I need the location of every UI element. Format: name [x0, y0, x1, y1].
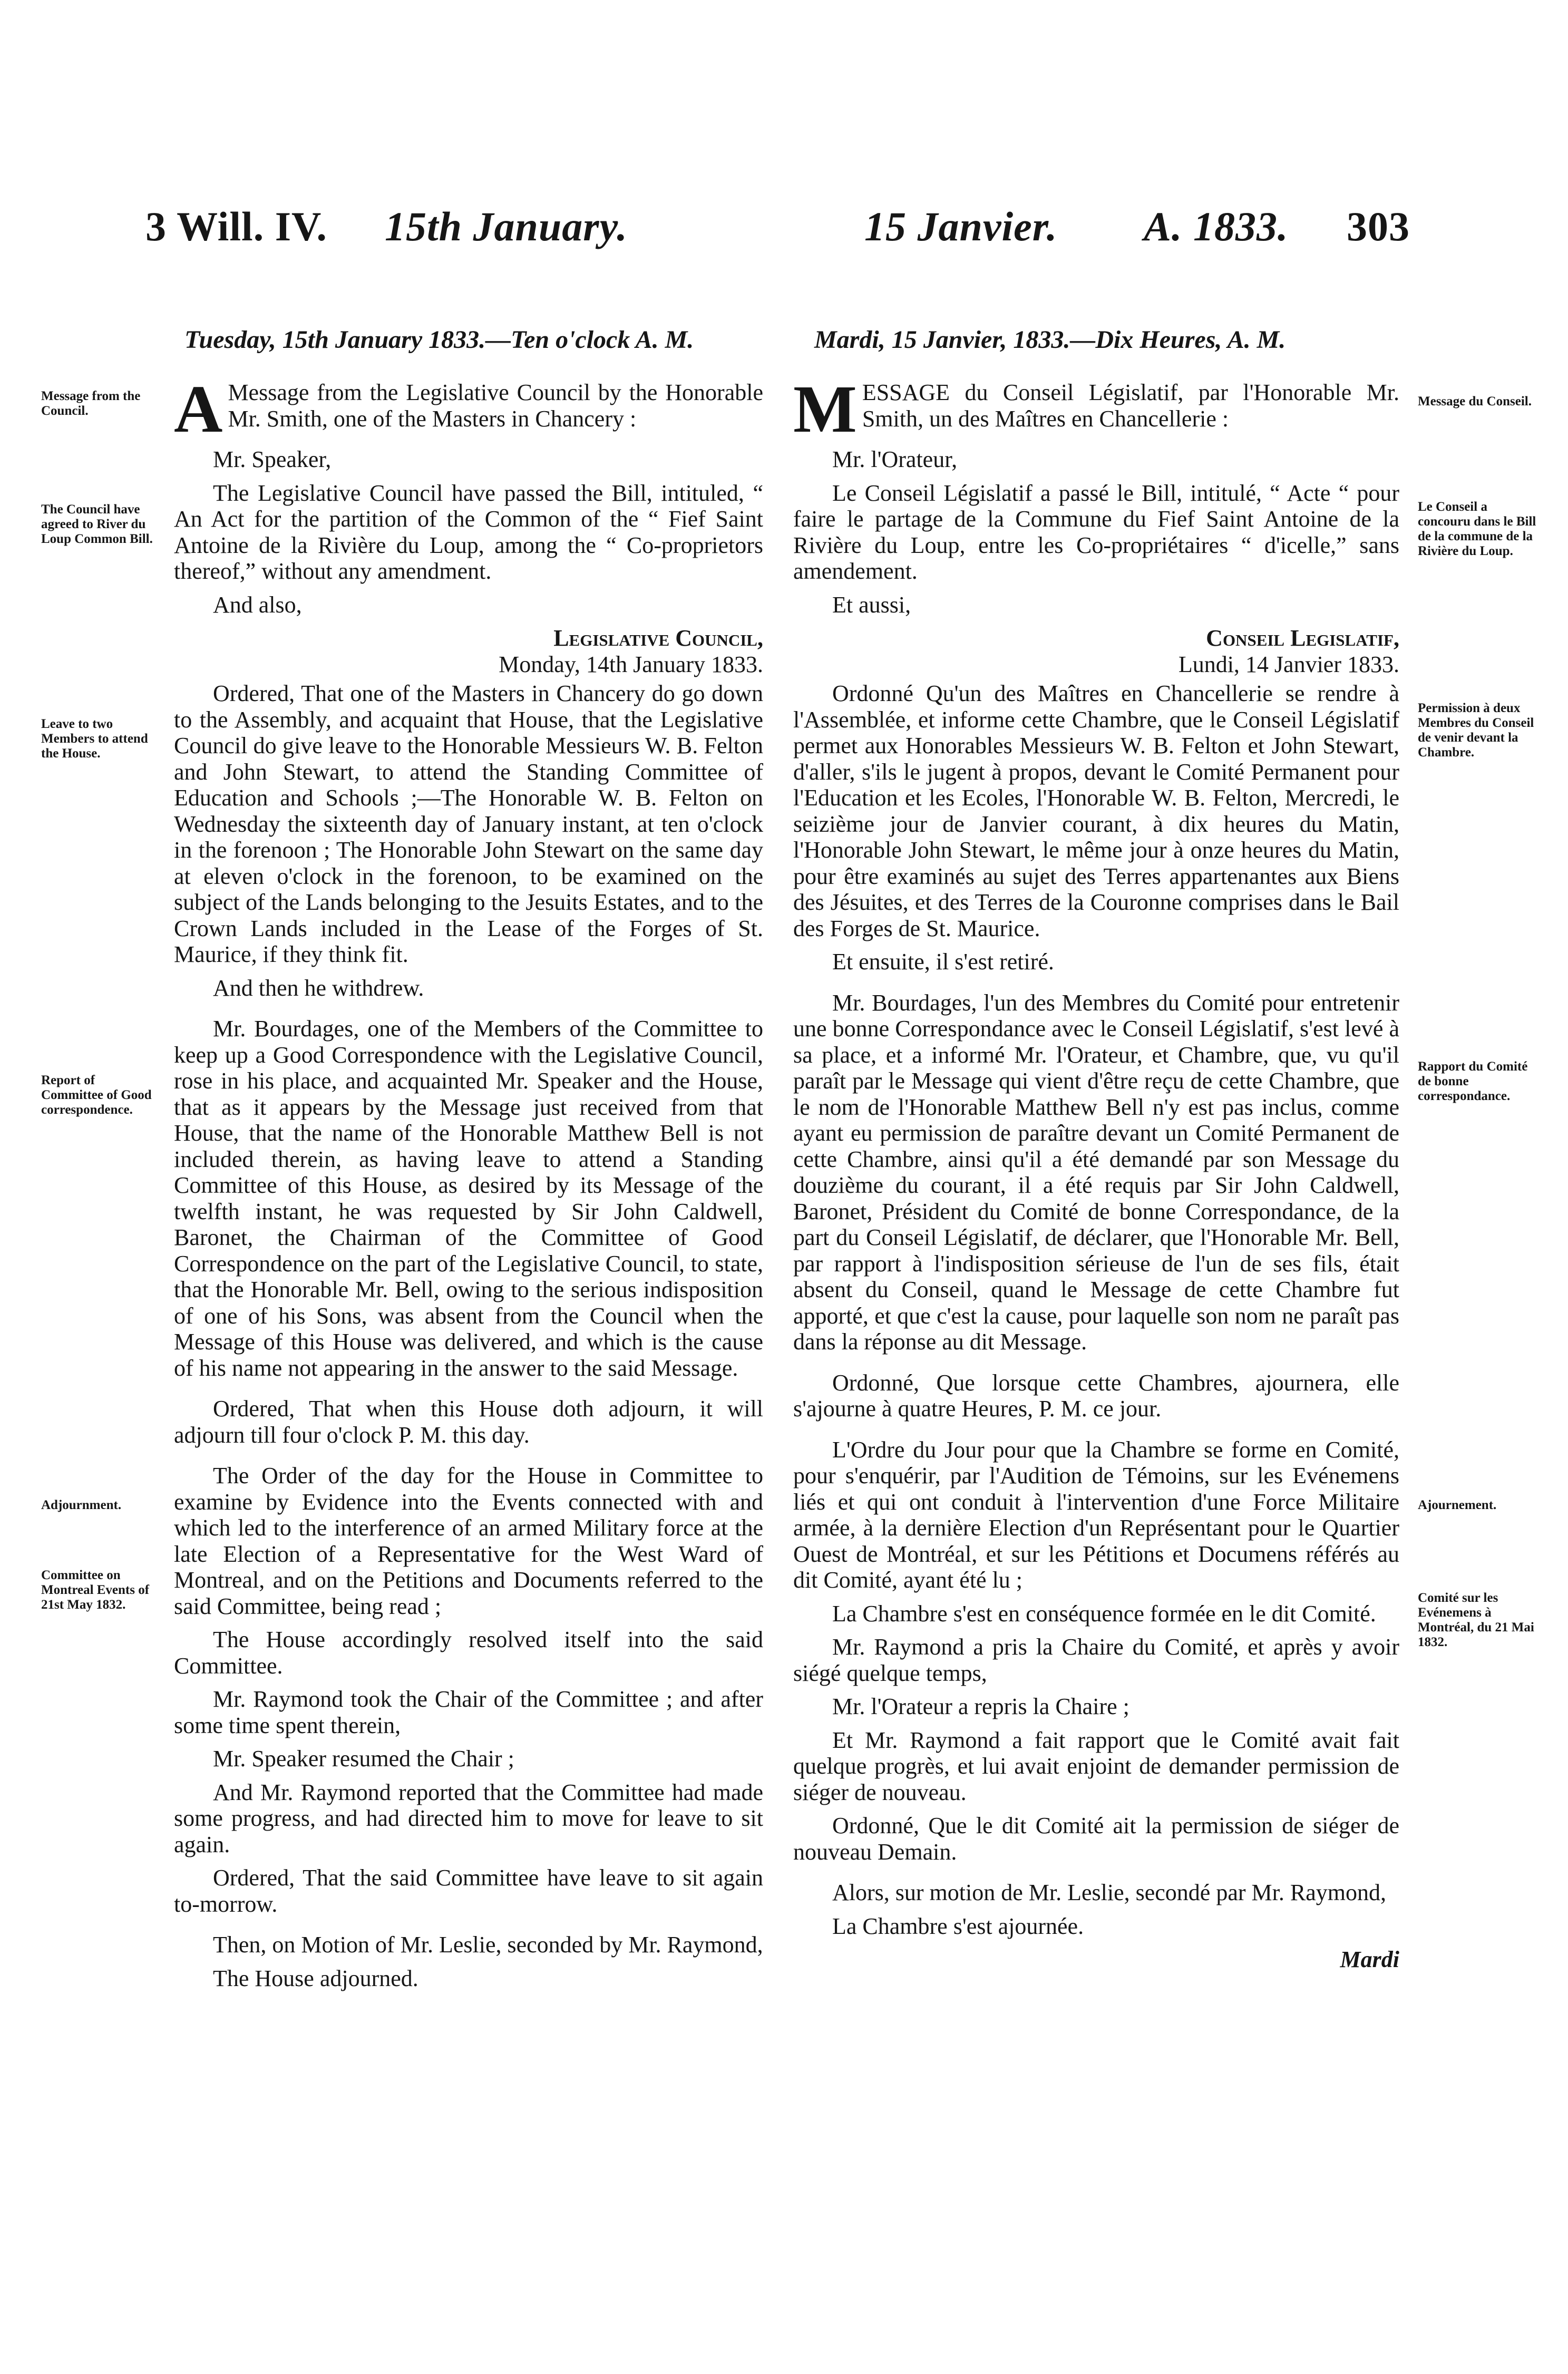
paragraph: Then, on Motion of Mr. Leslie, seconded by Mr. Raymond, — [213, 1932, 763, 1958]
paragraph: The Legislative Council have passed the Bill, intituled, “ An Act for the partition of the Common of the “ Fief Saint Antoine de la Rivière du Loup, among the “ Co-proprietors thereof,” without any amendment. — [174, 480, 763, 584]
margin-note-right: Message du Conseil. — [1418, 394, 1532, 408]
margin-note-left: Adjournment. — [41, 1498, 122, 1512]
paragraph: Mr. Raymond a pris la Chaire du Comité, et après y avoir siégé quelque temps, — [793, 1634, 1399, 1686]
paragraph: Mr. l'Orateur a repris la Chaire ; — [832, 1694, 1129, 1719]
margin-note-right: Comité sur les Evénemens à Montréal, du 21 Mai 1832. — [1418, 1591, 1534, 1649]
paragraph: La Chambre s'est ajournée. — [832, 1913, 1084, 1939]
margin-note-left: Report of Committee of Good correspondence. — [41, 1073, 152, 1117]
paragraph: Ordonné Qu'un des Maîtres en Chancellerie se rendre à l'Assemblée, et informe cette Chambre, que le Conseil Législatif permet aux Honorables Messieurs W. B. Felton et John Stewart, d'aller, s'ils le jugent à propos, devant le Comité Permanent pour l'Education et les Ecoles, l'Honorable W. B. Felton, Mercredi, le seizième jour de Janvier courant, à dix heures du Matin, l'Honorable John Stewart, le même jour à onze heures du Matin, pour être examinés au sujet des Terres appartenantes aux Biens des Jésuites, et des Terres de la Couronne comprises dans le Bail des Forges de St. Maurice. — [793, 680, 1399, 941]
paragraph: Ordonné, Que lorsque cette Chambres, ajournera, elle s'ajourne à quatre Heures, P. M. ce jour. — [793, 1369, 1399, 1422]
paragraph: Le Conseil Législatif a passé le Bill, intitulé, “ Acte “ pour faire le partage de la Commune du Fief Saint Antoine de la Rivière du Loup, entre les Co-propriétaires “ d'icelle,” sans amendement. — [793, 480, 1399, 584]
margin-note-right: Le Conseil a concouru dans le Bill de la commune de la Rivière du Loup. — [1418, 500, 1536, 558]
paragraph: A Message from the Legislative Council by the Honorable Mr. Smith, one of the Masters in Chancery : — [174, 372, 763, 446]
paragraph: Mr. Bourdages, one of the Members of the Committee to keep up a Good Correspondence with the Legislative Council, rose in his place, and acquainted Mr. Speaker and the House, that as it appears by the Message just received from that House, that the name of the Honorable Matthew Bell is not included therein, as having leave to attend a Standing Committee of this House, as desired by its Message of the twelfth instant, he was requested by Sir John Caldwell, Baronet, the Chairman of the Committee of Good Correspondence on the part of the Legislative Council, to state, that the Honorable Mr. Bell, owing to the serious indisposition of one of his Sons, was absent from the Council when the Message of this House was delivered, and which is the cause of his name not appearing in the answer to the said Message. — [174, 1016, 763, 1381]
paragraph: L'Ordre du Jour pour que la Chambre se forme en Comité, pour s'enquérir, par l'Audition de Témoins, sur les Evénemens liés et qui ont conduit à l'intervention d'une Force Militaire armée, à la dernière Election d'un Représentant pour le Quartier Ouest de Montréal, et sur les Pétitions et Documens référés au dit Comité, ayant été lu ; — [793, 1436, 1399, 1593]
paragraph: The House adjourned. — [213, 1965, 418, 1991]
paragraph: The House accordingly resolved itself into the said Committee. — [174, 1627, 763, 1679]
margin-note-left: Message from the Council. — [41, 389, 141, 418]
paragraph: Ordered, That when this House doth adjourn, it will adjourn till four o'clock P. M. this day. — [174, 1396, 763, 1448]
paragraph: Mr. Speaker, — [213, 446, 332, 472]
catchword: Mardi — [1340, 1947, 1399, 1972]
drop-cap: M — [793, 372, 857, 446]
paragraph: Et Mr. Raymond a fait rapport que le Comité avait fait quelque progrès, et lui avait enjoint de demander permission de siéger de nouveau. — [793, 1727, 1399, 1805]
header-year: A. 1833. — [1144, 203, 1289, 249]
paragraph: Et ensuite, il s'est retiré. — [832, 949, 1054, 975]
paragraph: And also, — [213, 591, 302, 618]
dateline-english: Tuesday, 15th January 1833.—Ten o'clock A. M. — [184, 326, 694, 354]
signature-date: Monday, 14th January 1833. — [499, 651, 763, 677]
paragraph: Mr. Bourdages, l'un des Membres du Comité pour entretenir une bonne Correspondance avec le Conseil Législatif, s'est levé à sa place, et a informé Mr. l'Orateur, et Chambre, que, vu qu'il paraît par le Message qui vient d'être reçu de cette Chambre, que le nom de l'Honorable Matthew Bell n'y est pas inclus, comme ayant eu permission de paraître devant un Comité Permanent de cette Chambre, ainsi qu'il a été demandé par son Message du douzième du courant, il a été requis par Sir John Caldwell, Baronet, Président du Comité de bonne Correspondance, de la part du Conseil Législatif, de déclarer, que l'Honorable Mr. Bell, par rapport à l'indisposition sérieuse de l'un de ses fils, était absent du Conseil, quand le Message de cette Chambre fut apporté, et que c'est la cause, pour laquelle son nom ne paraît pas dans la réponse au dit Message. — [793, 989, 1399, 1355]
paragraph: La Chambre s'est en conséquence formée en le dit Comité. — [832, 1600, 1376, 1627]
paragraph: Ordonné, Que le dit Comité ait la permission de siéger de nouveau Demain. — [793, 1813, 1399, 1865]
paragraph: MESSAGE du Conseil Législatif, par l'Honorable Mr. Smith, un des Maîtres en Chancellerie : — [793, 372, 1399, 446]
paragraph: Mr. Speaker resumed the Chair ; — [213, 1746, 514, 1772]
paragraph: And Mr. Raymond reported that the Committee had made some progress, and had directed him to move for leave to sit again. — [174, 1779, 763, 1857]
paragraph: Mr. Raymond took the Chair of the Committee ; and after some time spent therein, — [174, 1686, 763, 1738]
margin-note-left: Committee on Montreal Events of 21st May 1832. — [41, 1568, 150, 1612]
paragraph: Mr. l'Orateur, — [832, 446, 958, 472]
paragraph: Alors, sur motion de Mr. Leslie, secondé par Mr. Raymond, — [832, 1880, 1386, 1905]
paragraph: Et aussi, — [832, 591, 911, 618]
margin-note-left: The Council have agreed to River du Loup Common Bill. — [41, 502, 153, 546]
header-right-date: 15 Janvier. — [864, 203, 1058, 249]
paragraph: Ordered, That the said Committee have leave to sit again to-morrow. — [174, 1865, 763, 1917]
english-column — [174, 372, 763, 1999]
header-left-date: 15th January. — [385, 203, 628, 249]
signature: Legislative Council, — [553, 625, 763, 651]
margin-note-left: Leave to two Members to attend the House. — [41, 717, 148, 761]
french-column — [793, 372, 1399, 1980]
paragraph: And then he withdrew. — [213, 975, 424, 1001]
drop-cap: A — [174, 372, 223, 446]
header-reign: 3 Will. IV. — [145, 203, 327, 249]
signature: Conseil Legislatif, — [1206, 625, 1399, 651]
signature-date: Lundi, 14 Janvier 1833. — [1178, 651, 1399, 677]
margin-note-right: Ajournement. — [1418, 1498, 1497, 1512]
page-number: 303 — [1347, 203, 1410, 249]
margin-note-right: Rapport du Comité de bonne correspondance. — [1418, 1059, 1528, 1103]
paragraph: Ordered, That one of the Masters in Chancery do go down to the Assembly, and acquaint that House, that the Legislative Council do give leave to the Honorable Messieurs W. B. Felton and John Stewart, to attend the Standing Committee of Education and Schools ;—The Honorable W. B. Felton on Wednesday the sixteenth day of January instant, at ten o'clock in the forenoon ; The Honorable John Stewart on the same day at eleven o'clock in the forenoon, to be examined on the subject of the Lands belonging to the Jesuits Estates, and to the Crown Lands included in the Lease of the Forges of St. Maurice, if they think fit. — [174, 680, 763, 967]
paragraph: The Order of the day for the House in Committee to examine by Evidence into the Events connected with and which led to the interference of an armed Military force at the late Election of a Representative for the West Ward of Montreal, and on the Petitions and Documents referred to the said Committee, being read ; — [174, 1463, 763, 1619]
dateline-french: Mardi, 15 Janvier, 1833.—Dix Heures, A. M. — [814, 326, 1286, 354]
margin-note-right: Permission à deux Membres du Conseil de venir devant la Chambre. — [1418, 701, 1534, 760]
